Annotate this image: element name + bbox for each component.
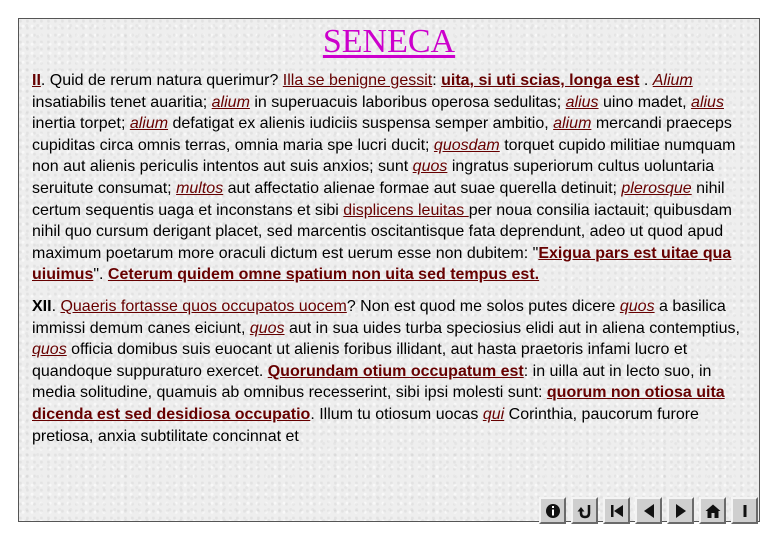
text-run: : [432, 72, 442, 89]
text-run: a basilica immissi demum canes eiciunt, [32, 297, 726, 337]
text-run: ingratus superiorum cultus uoluntaria seruitute consumat; [32, 158, 715, 197]
slide [18, 18, 760, 522]
home-button[interactable] [699, 497, 726, 524]
section-number-link[interactable]: II [32, 72, 41, 89]
next-icon [672, 502, 690, 520]
text-run: aut in sua uides turba speciosius elidi aut in aliena contemptius, [284, 319, 740, 337]
gloss-link[interactable]: quosdam [433, 136, 500, 154]
gloss-link[interactable]: Quaeris fortasse quos occupatos uocem [60, 297, 347, 315]
previous-button[interactable] [635, 497, 662, 524]
previous-icon [640, 502, 658, 520]
text-run: . Illum tu otiosum uocas [310, 405, 483, 423]
text-run: per noua consilia iactauit; quibusdam nihil quo cursum derigant placet, sed marcentis oscitantisque fata deprendunt, adeo ut quod apud maximum poetarum more oraculi dictum est uerum esse non dubitem: " [32, 201, 732, 262]
text-run: ? Non est quod me solos putes dicere [346, 297, 620, 315]
gloss-link[interactable]: quos [619, 297, 655, 315]
next-button[interactable] [667, 497, 694, 524]
text-run: in superuacuis laboribus operosa sedulitas; [249, 93, 566, 111]
gloss-link[interactable]: quos [32, 341, 67, 359]
text-run: mercandi praeceps cupiditas circa omnis terras, omnia maria spe lucri ducit; [32, 115, 732, 154]
text-run: . [51, 297, 61, 315]
text-run: . Quid de rerum natura querimur? [40, 72, 283, 89]
gloss-link[interactable]: Ceterum quidem omne spatium non uita sed tempus est. [107, 266, 540, 284]
first-button[interactable] [603, 497, 630, 524]
gloss-link[interactable]: displicens leuitas [343, 201, 469, 219]
gloss-link[interactable]: quos [249, 319, 285, 337]
gloss-link[interactable]: Exigua pars est uitae qua uiuimus [32, 244, 732, 284]
navigation-bar [539, 497, 758, 524]
text-run: insatiabilis tenet auaritia; [32, 93, 212, 111]
paragraph-ii [32, 70, 750, 286]
gloss-link[interactable]: quos [412, 158, 448, 176]
text-run: : in uilla aut in lecto suo, in media solitudine, quamuis ab omnibus recesserint, sibi ipsi molesti sunt: [32, 362, 712, 402]
return-button[interactable] [571, 497, 598, 524]
gloss-link[interactable]: uita, si uti scias, longa est [441, 72, 640, 89]
text-run: inertia torpet; [32, 115, 130, 133]
gloss-link[interactable]: alius [691, 93, 724, 111]
home-icon [704, 502, 722, 520]
section-number: XII [32, 297, 52, 315]
gloss-link[interactable]: quorum non otiosa uita dicenda est sed desidiosa occupatio [32, 384, 725, 423]
text-run: nihil certum sequentis uaga et inconstans et sibi [32, 179, 725, 219]
gloss-link[interactable]: plerosque [621, 179, 692, 197]
text-run: . [639, 72, 653, 89]
return-icon [576, 502, 594, 520]
last-button[interactable] [731, 497, 758, 524]
gloss-link[interactable]: Alium [652, 72, 693, 89]
text-run: defatigat ex alienis iudiciis suspensa semper ambitio, [168, 115, 554, 133]
gloss-link[interactable]: alius [565, 93, 599, 111]
text-run: Corinthia, paucorum furore pretiosa, anxia subtilitate concinnat et [32, 405, 699, 445]
last-icon [736, 502, 754, 520]
slide-title: SENECA [322, 23, 456, 60]
text-body [32, 70, 750, 447]
gloss-link[interactable]: Quorundam otium occupatum est [267, 362, 524, 380]
gloss-link[interactable]: alium [553, 115, 592, 133]
text-run: officia domibus suis euocant ut alienis foribus illidant, aut hasta praetoris infami lucro et quandoque suppuraturo exercet. [32, 341, 688, 380]
text-run: uino madet, [598, 93, 692, 111]
gloss-link[interactable]: alium [129, 115, 169, 133]
text-run: torquet cupido militiae numquam non aut alienis periculis intentos aut suis anxios; sunt [32, 136, 736, 176]
gloss-link[interactable]: qui [482, 405, 505, 423]
text-run: ". [93, 266, 108, 284]
text-run: aut affectatio alienae formae aut suae querella detinuit; [223, 179, 622, 197]
first-icon [608, 502, 626, 520]
info-button[interactable] [539, 497, 566, 524]
gloss-link[interactable]: alium [211, 93, 250, 111]
info-icon [544, 502, 562, 520]
paragraph-xii [32, 296, 750, 447]
gloss-link[interactable]: Illa se benigne gessit [282, 72, 433, 89]
gloss-link[interactable]: multos [176, 179, 224, 197]
